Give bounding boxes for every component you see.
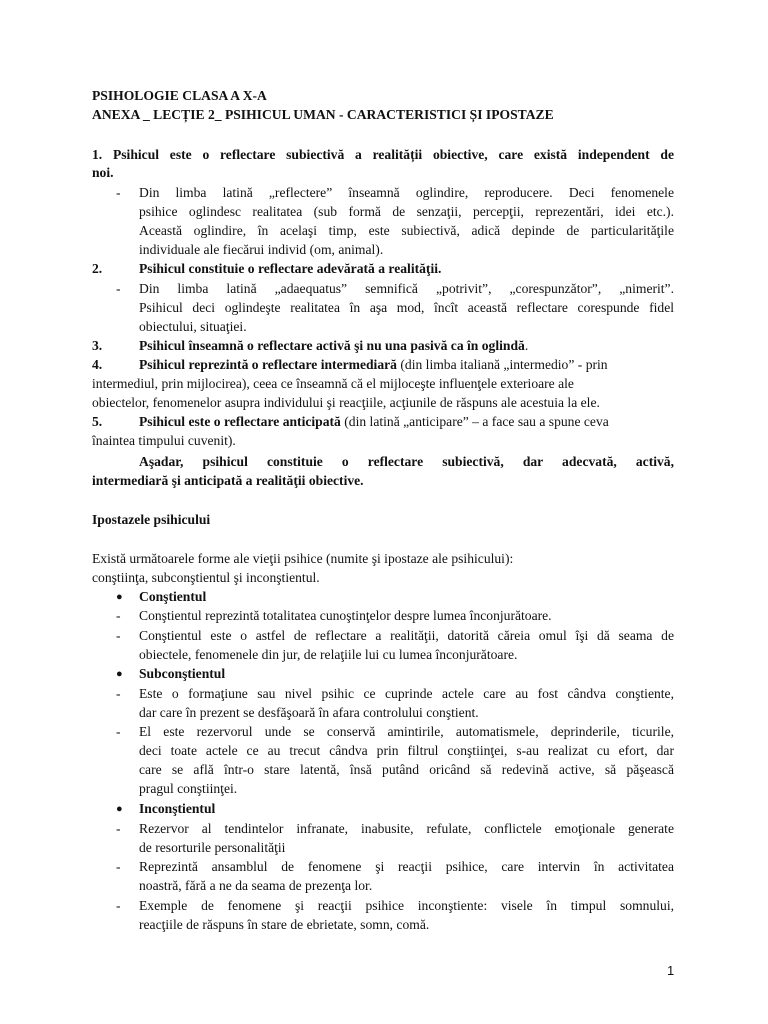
s2-number: 2.	[92, 261, 103, 276]
dash: -	[116, 821, 121, 836]
dash: -	[116, 859, 121, 874]
inconstientul-def1-line2: de resorturile personalităţii	[139, 840, 286, 855]
subconstientul-heading: Subconştientul	[139, 666, 226, 681]
inconstientul-def1-line1: Rezervor al tendintelor infranate, inabusite, refulate, conflictele emoţionale generate	[139, 821, 674, 836]
doc-subtitle: ANEXA _ LECȚIE 2_ PSIHICUL UMAN - CARACTERISTICI ȘI IPOSTAZE	[92, 107, 554, 122]
dash: -	[116, 628, 121, 643]
inconstientul-heading: Inconştientul	[139, 801, 216, 816]
s2-para-line1: Din limba latină „adaequatus” semnifică „potrivit”, „corespunzător”, „nimerit”.	[139, 281, 674, 296]
bullet-icon: ●	[116, 591, 123, 603]
s4-line2: intermediul, prin mijlocirea), ceea ce înseamnă că el mijloceşte influenţele exterioare ale	[92, 376, 574, 391]
bullet-icon: ●	[116, 668, 123, 680]
s5-rest: (din latină „anticipare” – a face sau a spune ceva	[340, 414, 609, 429]
inconstientul-def2-line2: noastră, fără a ne da seama de prezenţa lor.	[139, 878, 373, 893]
bullet-icon: ●	[116, 803, 123, 815]
s5-line1	[139, 413, 609, 431]
s1-para-line1: Din limba latină „reflectere” înseamnă oglindire, reproducere. Deci fenomenele	[139, 185, 674, 200]
s1-heading-line2: noi.	[92, 165, 114, 180]
s3-tail: .	[524, 338, 529, 353]
s3-line	[139, 337, 528, 355]
s1-dash: -	[116, 185, 121, 200]
ipostaze-heading: Ipostazele psihicului	[92, 512, 211, 527]
conclusion-line2: intermediară şi anticipată a realităţii obiective.	[92, 473, 364, 488]
s1-para-line3: Această oglindire, în acelaşi timp, este subiectivă, adică depinde de particularităţile	[139, 223, 674, 238]
inconstientul-def2-line1: Reprezintă ansamblul de fenomene şi reacţii psihice, care intervin în activitatea	[139, 859, 674, 874]
s3-heading: Psihicul înseamnă o reflectare activă şi nu una pasivă ca în oglindă	[139, 338, 525, 353]
subconstientul-def2-line1: El este rezervorul unde se conservă amintirile, automatismele, deprinderile, ticurile,	[139, 724, 674, 739]
subconstientul-def1-line1: Este o formaţiune sau nivel psihic ce cuprinde actele care au fost cândva conştiente,	[139, 686, 674, 701]
constientul-def2-line1: Conştientul este o astfel de reflectare a realităţii, datorită căreia omul îşi dă seama de	[139, 628, 674, 643]
constientul-def1: Conştientul reprezintă totalitatea cunoştinţelor despre lumea înconjurătoare.	[139, 608, 552, 623]
s4-rest: (din limba italiană „intermedio” - prin	[396, 357, 608, 372]
conclusion-line1: Aşadar, psihicul constituie o reflectare subiectivă, dar adecvată, activă,	[139, 454, 674, 469]
s2-para-line2: Psihicul deci oglindeşte realitatea în aşa mod, încît această reflectare corespunde fidel	[139, 300, 674, 315]
page-number: 1	[667, 963, 675, 978]
s1-para-line4: individuale ale fiecărui individ (om, animal).	[139, 242, 384, 257]
s3-number: 3.	[92, 338, 103, 353]
s4-line1	[139, 356, 608, 374]
s2-dash: -	[116, 281, 121, 296]
dash: -	[116, 724, 121, 739]
doc-title: PSIHOLOGIE CLASA A X-A	[92, 88, 267, 103]
s5-line2: înaintea timpului cuvenit).	[92, 433, 236, 448]
s1-heading-line1: 1. Psihicul este o reflectare subiectivă a realității obiective, care există independent de	[92, 147, 674, 162]
s1-para-line2: psihice oglindesc realitatea (sub formă de senzaţii, percepţii, reprezentări, idei etc.).	[139, 204, 674, 219]
dash: -	[116, 686, 121, 701]
inconstientul-def3-line2: reacţiile de răspuns în stare de ebrietate, somn, comă.	[139, 917, 430, 932]
s2-para-line3: obiectului, situaţiei.	[139, 319, 247, 334]
dash: -	[116, 608, 121, 623]
s5-heading: Psihicul este o reflectare anticipată	[139, 414, 341, 429]
s4-heading: Psihicul reprezintă o reflectare intermediară	[139, 357, 397, 372]
ipostaze-intro-line2: conştiinţa, subconştientul şi inconştientul.	[92, 570, 320, 585]
s5-number: 5.	[92, 414, 103, 429]
dash: -	[116, 898, 121, 913]
subconstientul-def2-line4: pragul conştiinţei.	[139, 781, 238, 796]
subconstientul-def1-line2: dar care în prezent se desfăşoară în afara controlului conştient.	[139, 705, 479, 720]
s4-number: 4.	[92, 357, 103, 372]
constientul-heading: Conştientul	[139, 589, 207, 604]
subconstientul-def2-line3: care se află într-o stare latentă, însă putând oricând să redevină active, să păşească	[139, 762, 674, 777]
s2-heading: Psihicul constituie o reflectare adevărată a realităţii.	[139, 261, 442, 276]
inconstientul-def3-line1: Exemple de fenomene şi reacţii psihice inconştiente: visele în timpul somnului,	[139, 898, 674, 913]
ipostaze-intro-line1: Există următoarele forme ale vieţii psihice (numite şi ipostaze ale psihicului):	[92, 551, 514, 566]
subconstientul-def2-line2: deci toate actele ce au trecut cândva prin filtrul conştiinţei, s-au realizat cu efort, dar	[139, 743, 674, 758]
constientul-def2-line2: obiectele, fenomenele din jur, de relaţiile lui cu lumea înconjurătoare.	[139, 647, 518, 662]
s4-line3: obiectelor, fenomenelor asupra individului şi reacţiile, acţiunile de răspuns ale acestuia la ele.	[92, 395, 600, 410]
